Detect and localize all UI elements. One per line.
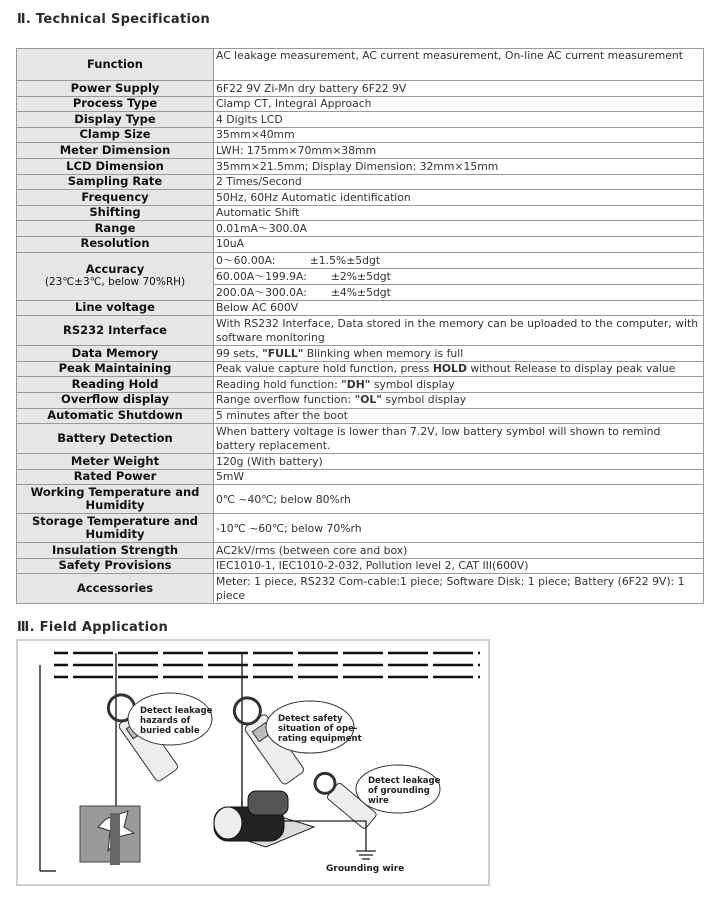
- row-label: Display Type: [17, 112, 214, 128]
- field-application-drawing: [18, 641, 488, 884]
- table-row: [17, 158, 704, 174]
- row-label: Range: [17, 221, 214, 237]
- table-row: [17, 49, 704, 81]
- row-value: When battery voltage is lower than 7.2V, low battery symbol will shown to remind battery replacement.: [214, 424, 704, 454]
- row-value: 50Hz, 60Hz Automatic identification: [214, 190, 704, 206]
- table-row: [17, 316, 704, 346]
- row-label: Shifting: [17, 205, 214, 221]
- callout-line: Detect safety: [278, 714, 343, 724]
- row-value: AC2kV/rms (between core and box): [214, 543, 704, 559]
- value-text: symbol display: [381, 393, 467, 407]
- table-row: [17, 190, 704, 206]
- row-label: Sampling Rate: [17, 174, 214, 190]
- table-row: [17, 558, 704, 574]
- table-row: [17, 392, 704, 408]
- row-label: Meter Weight: [17, 454, 214, 470]
- table-row-accuracy: [17, 252, 704, 300]
- row-value: Below AC 600V: [214, 300, 704, 316]
- callout-line: hazards of: [140, 716, 191, 726]
- row-label: Process Type: [17, 96, 214, 112]
- row-label: Battery Detection: [17, 424, 214, 454]
- accuracy-sublabel: (23℃±3℃, below 70%RH): [44, 276, 186, 289]
- table-row: [17, 81, 704, 97]
- row-label: Storage Temperature and Humidity: [17, 514, 214, 543]
- row-label: Safety Provisions: [17, 558, 214, 574]
- row-value: With RS232 Interface, Data stored in the memory can be uploaded to the computer, with software monitoring: [214, 316, 704, 346]
- row-value: [214, 252, 704, 300]
- accuracy-line: 60.00A～199.9A: ±2%±5dgt: [214, 268, 703, 284]
- table-row: [17, 454, 704, 470]
- row-label: Function: [17, 49, 214, 81]
- row-value: 2 Times/Second: [214, 174, 704, 190]
- row-value: -10℃ ~60℃; below 70%rh: [214, 514, 704, 543]
- callout-line: of grounding: [368, 786, 430, 796]
- row-label: Line voltage: [17, 300, 214, 316]
- row-value: 10uA: [214, 236, 704, 252]
- grounding-wire-label: Grounding wire: [326, 864, 405, 874]
- table-row: [17, 469, 704, 485]
- table-row: [17, 143, 704, 159]
- value-text: 99 sets,: [216, 346, 263, 360]
- row-label: Meter Dimension: [17, 143, 214, 159]
- field-application-illustration: [16, 639, 490, 886]
- section-title-field-application: Ⅲ. Field Application: [17, 620, 169, 635]
- table-row: [17, 408, 704, 424]
- callout-line: rating equipment: [278, 734, 362, 744]
- value-text: Peak value capture hold function, press: [216, 362, 433, 376]
- table-row: [17, 96, 704, 112]
- buried-cable-block: [80, 806, 140, 865]
- row-value: [214, 377, 704, 393]
- row-label: Peak Maintaining: [17, 361, 214, 377]
- row-value: 35mm×40mm: [214, 127, 704, 143]
- row-label: LCD Dimension: [17, 158, 214, 174]
- row-value: 5mW: [214, 469, 704, 485]
- row-label: Rated Power: [17, 469, 214, 485]
- table-row: [17, 346, 704, 362]
- vertical-cables: [40, 653, 242, 871]
- row-label: Overflow display: [17, 392, 214, 408]
- callout-line: Detect leakage: [368, 776, 441, 786]
- row-label: Frequency: [17, 190, 214, 206]
- row-label: Clamp Size: [17, 127, 214, 143]
- row-value: Meter: 1 piece, RS232 Com-cable:1 piece; Software Disk: 1 piece; Battery (6F22 9V): 1 piece: [214, 574, 704, 604]
- callout-line: wire: [368, 796, 389, 806]
- callout-grounding: [356, 765, 441, 813]
- row-label: Data Memory: [17, 346, 214, 362]
- row-value: 5 minutes after the boot: [214, 408, 704, 424]
- row-label: [17, 252, 214, 300]
- row-value: 0.01mA～300.0A: [214, 221, 704, 237]
- table-row: [17, 205, 704, 221]
- table-row: [17, 361, 704, 377]
- row-value: 35mm×21.5mm; Display Dimension: 32mm×15mm: [214, 158, 704, 174]
- row-value: IEC1010-1, IEC1010-2-032, Pollution level 2, CAT III(600V): [214, 558, 704, 574]
- operating-equipment: [214, 791, 314, 847]
- row-value: [214, 346, 704, 362]
- power-lines: [54, 653, 480, 677]
- callout-line: buried cable: [140, 726, 200, 736]
- row-label: Insulation Strength: [17, 543, 214, 559]
- row-value: 6F22 9V Zi-Mn dry battery 6F22 9V: [214, 81, 704, 97]
- table-row: [17, 127, 704, 143]
- value-emphasis: HOLD: [432, 362, 467, 376]
- accuracy-label: Accuracy: [85, 261, 145, 276]
- table-row: [17, 221, 704, 237]
- table-row: [17, 514, 704, 543]
- row-label: Automatic Shutdown: [17, 408, 214, 424]
- row-label: Accessories: [17, 574, 214, 604]
- row-value: 0℃ ~40℃; below 80%rh: [214, 485, 704, 514]
- table-row: [17, 236, 704, 252]
- value-text: without Release to display peak value: [466, 362, 676, 376]
- callout-line: situation of ope-: [278, 724, 358, 734]
- value-text: Range overflow function:: [216, 393, 355, 407]
- callout-line: Detect leakage: [140, 706, 213, 716]
- value-text: Reading hold function:: [216, 377, 342, 391]
- table-row: [17, 543, 704, 559]
- value-emphasis: "FULL": [262, 346, 304, 360]
- table-row: [17, 112, 704, 128]
- row-label: Working Temperature and Humidity: [17, 485, 214, 514]
- callout-operating-equipment: [266, 701, 362, 753]
- section-title-technical-specification: Ⅱ. Technical Specification: [17, 12, 211, 27]
- accuracy-line: 200.0A～300.0A: ±4%±5dgt: [214, 284, 703, 300]
- row-label: Resolution: [17, 236, 214, 252]
- value-text: Blinking when memory is full: [303, 346, 464, 360]
- row-label: Power Supply: [17, 81, 214, 97]
- row-value: Clamp CT, Integral Approach: [214, 96, 704, 112]
- table-row: [17, 574, 704, 604]
- value-emphasis: "DH": [341, 377, 371, 391]
- table-row: [17, 300, 704, 316]
- value-emphasis: "OL": [354, 393, 382, 407]
- row-label: RS232 Interface: [17, 316, 214, 346]
- row-value: 120g (With battery): [214, 454, 704, 470]
- row-value: Automatic Shift: [214, 205, 704, 221]
- row-value: 4 Digits LCD: [214, 112, 704, 128]
- table-row: [17, 424, 704, 454]
- table-row: [17, 174, 704, 190]
- spec-table: [16, 48, 704, 604]
- table-row: [17, 377, 704, 393]
- row-value: AC leakage measurement, AC current measurement, On-line AC current measurement: [214, 49, 704, 81]
- value-text: symbol display: [370, 377, 455, 391]
- row-value: LWH: 175mm×70mm×38mm: [214, 143, 704, 159]
- row-label: Reading Hold: [17, 377, 214, 393]
- callout-buried-cable: [128, 693, 213, 745]
- row-value: [214, 361, 704, 377]
- accuracy-line: 0～60.00A: ±1.5%±5dgt: [216, 253, 381, 267]
- row-value: [214, 392, 704, 408]
- table-row: [17, 485, 704, 514]
